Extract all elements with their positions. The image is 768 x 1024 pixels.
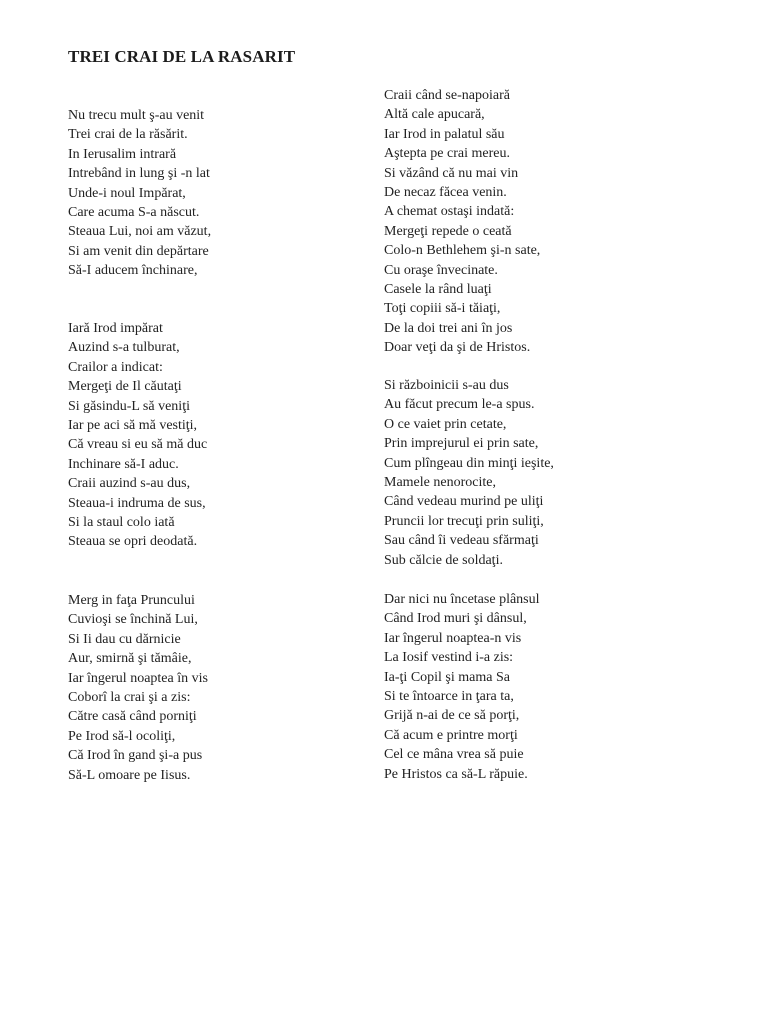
verse-line: Doar veţi da şi de Hristos. — [384, 340, 531, 356]
verse-line: Care acuma S-a născut. — [68, 204, 200, 220]
verse-line: Craii auzind s-au dus, — [68, 476, 191, 492]
verse-line: Cum plîngeau din minţi ieşite, — [384, 455, 554, 471]
verse-line: Coborî la crai şi a zis: — [68, 689, 191, 705]
verse-line: Cu oraşe învecinate. — [384, 262, 498, 278]
verse-line: Ia-ţi Copil şi mama Sa — [384, 669, 510, 685]
verse-line: Când vedeau murind pe uliţi — [384, 494, 544, 510]
verse-line: Cel ce mâna vrea să puie — [384, 747, 524, 763]
verse-line: Prin imprejurul ei prin sate, — [384, 436, 539, 452]
verse-line: Aur, smirnă şi tămâie, — [68, 651, 192, 667]
verse-line: Steaua Lui, noi am văzut, — [68, 224, 212, 240]
verse-line: Că vreau si eu să mă duc — [68, 437, 208, 453]
verse-line: Auzind s-a tulburat, — [68, 340, 180, 356]
verse-line: Intrebând in lung şi -n lat — [68, 166, 210, 182]
verse-line: Si văzând că nu mai vin — [384, 165, 519, 181]
verse-line: Altă cale apucară, — [384, 107, 485, 123]
verse-line: Să-L omoare pe Iisus. — [68, 767, 191, 783]
verse-line: Grijă n-ai de ce să porţi, — [384, 708, 520, 724]
verse-line: Către casă când porniţi — [68, 709, 197, 725]
verse-line: Crailor a indicat: — [68, 359, 163, 375]
verse-line: Aştepta pe crai mereu. — [384, 146, 510, 162]
verse-line: La Iosif vestind i-a zis: — [384, 650, 514, 666]
stanza-4 — [384, 86, 684, 357]
verse-line: Merg in faţa Pruncului — [68, 593, 195, 608]
verse-line: Craii când se-napoiară — [384, 88, 510, 103]
verse-line: Toţi copiii să-i tăiaţi, — [384, 301, 501, 317]
stanza-3 — [68, 591, 368, 785]
verse-line: Că acum e printre morţi — [384, 727, 518, 743]
verse-line: Când Irod muri şi dânsul, — [384, 611, 527, 627]
verse-line: Iar pe aci să mă vestiţi, — [68, 417, 198, 433]
verse-line: Sau când îi vedeau sfărmaţi — [384, 533, 539, 549]
verse-line: Iar îngerul noaptea-n vis — [384, 630, 522, 646]
verse-line: Să-I aducem închinare, — [68, 263, 198, 279]
verse-line: Steaua se opri deodată. — [68, 534, 198, 550]
stanza-1 — [68, 106, 368, 281]
verse-line: Inchinare să-I aduc. — [68, 456, 179, 472]
verse-line: Dar nici nu încetase plânsul — [384, 592, 540, 607]
verse-line: Cuvioşi se închină Lui, — [68, 612, 198, 628]
verse-line: Au făcut precum le-a spus. — [384, 397, 535, 413]
verse-line: Si am venit din depărtare — [68, 243, 209, 259]
verse-line: Iar Irod in palatul său — [384, 126, 505, 142]
verse-line: Sub călcie de soldaţi. — [384, 552, 503, 568]
verse-line: Iar îngerul noaptea în vis — [68, 670, 208, 686]
verse-line: O ce vaiet prin cetate, — [384, 416, 507, 432]
stanza-6 — [384, 590, 684, 784]
verse-line: A chemat ostaşi indată: — [384, 204, 515, 220]
stanza-2 — [68, 319, 368, 552]
verse-line: Si găsindu-L să veniţi — [68, 398, 190, 414]
verse-line: Casele la rând luaţi — [384, 281, 492, 297]
verse-line: Colo-n Bethlehem şi-n sate, — [384, 243, 541, 259]
verse-line: Si războinicii s-au dus — [384, 378, 509, 393]
verse-line: Iară Irod impărat — [68, 321, 163, 336]
verse-line: In Ierusalim intrară — [68, 146, 177, 162]
verse-line: Si te întoarce in ţara ta, — [384, 688, 514, 704]
verse-line: De la doi trei ani în jos — [384, 320, 513, 336]
verse-line: Trei crai de la răsărit. — [68, 127, 188, 143]
verse-line: Mamele nenorocite, — [384, 474, 496, 490]
verse-line: Mergeţi repede o ceată — [384, 223, 512, 239]
verse-line: Pe Hristos ca să-L răpuie. — [384, 766, 528, 782]
verse-line: Si la staul colo iată — [68, 514, 175, 530]
stanza-5 — [384, 376, 684, 570]
poem-title: TREI CRAI DE LA RASARIT — [68, 47, 296, 66]
verse-line: Pe Irod să-l ocoliţi, — [68, 728, 176, 744]
verse-line: Steaua-i indruma de sus, — [68, 495, 206, 511]
verse-line: Pruncii lor trecuţi prin suliţi, — [384, 513, 544, 529]
verse-line: Si Ii dau cu dărnicie — [68, 631, 181, 647]
verse-line: Unde-i noul Impărat, — [68, 185, 186, 201]
verse-line: Că Irod în gand şi-a pus — [68, 748, 203, 764]
verse-line: Nu trecu mult ş-au venit — [68, 108, 205, 123]
verse-line: De necaz făcea venin. — [384, 184, 507, 200]
verse-line: Mergeţi de Il căutaţi — [68, 379, 182, 395]
